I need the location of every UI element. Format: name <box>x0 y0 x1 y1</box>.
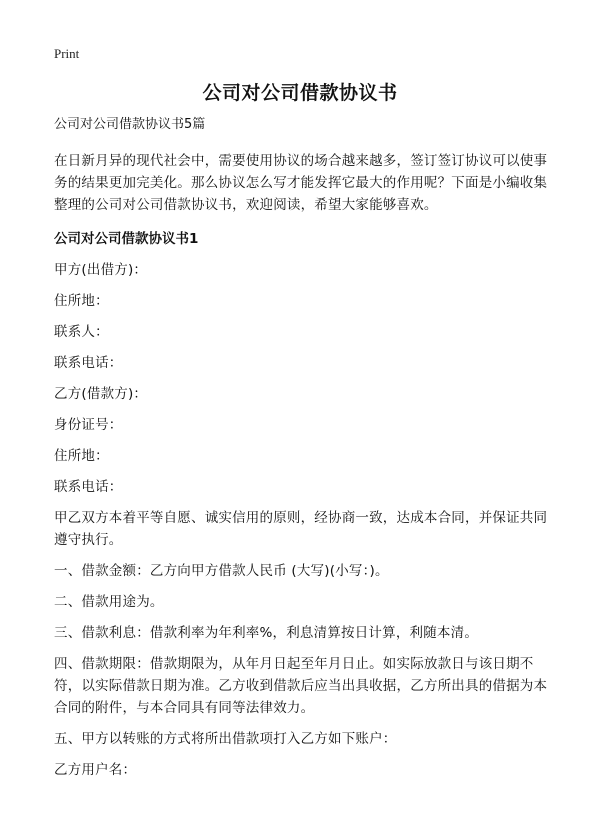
borrower-address-line: 住所地： <box>54 448 109 464</box>
lender-contact-line: 联系人： <box>54 324 109 340</box>
document-title: 公司对公司借款协议书 <box>202 82 398 104</box>
lender-party-line: 甲方(出借方)： <box>54 262 148 278</box>
lender-phone-line: 联系电话： <box>54 355 123 371</box>
section-heading: 公司对公司借款协议书1 <box>54 231 199 247</box>
document-subtitle: 公司对公司借款协议书5篇 <box>54 117 206 132</box>
borrower-username-line: 乙方用户名： <box>54 762 137 778</box>
print-link[interactable]: Print <box>54 46 80 61</box>
clause-loan-term: 四、借款期限：借款期限为，从年月日起至年月日止。如实际放款日与该日期不符，以实际借款日期为准。乙方收到借款后应当出具收据，乙方所出具的借据为本合同的附件，与本合同具有同等法律效力。 <box>54 656 548 716</box>
agreement-paragraph: 甲乙双方本着平等自愿、诚实信用的原则，经协商一致，达成本合同，并保证共同遵守执行。 <box>54 510 548 548</box>
clause-transfer-account: 五、甲方以转账的方式将所出借款项打入乙方如下账户： <box>54 731 397 747</box>
lender-address-line: 住所地： <box>54 293 109 309</box>
clause-loan-purpose: 二、借款用途为。 <box>54 594 164 610</box>
intro-paragraph: 在日新月异的现代社会中，需要使用协议的场合越来越多，签订签订协议可以使事务的结果更加完美化。那么协议怎么写才能发挥它最大的作用呢？下面是小编收集整理的公司对公司借款协议书，欢迎阅读，希望大家能够喜欢。 <box>54 153 548 213</box>
borrower-phone-line: 联系电话： <box>54 479 123 495</box>
borrower-id-line: 身份证号： <box>54 417 123 433</box>
document-body <box>54 116 554 790</box>
borrower-party-line: 乙方(借款方)： <box>54 386 148 402</box>
clause-loan-amount: 一、借款金额：乙方向甲方借款人民币 (大写)(小写：)。 <box>54 563 389 579</box>
clause-loan-interest: 三、借款利息：借款利率为年利率%，利息清算按日计算，利随本清。 <box>54 625 479 641</box>
